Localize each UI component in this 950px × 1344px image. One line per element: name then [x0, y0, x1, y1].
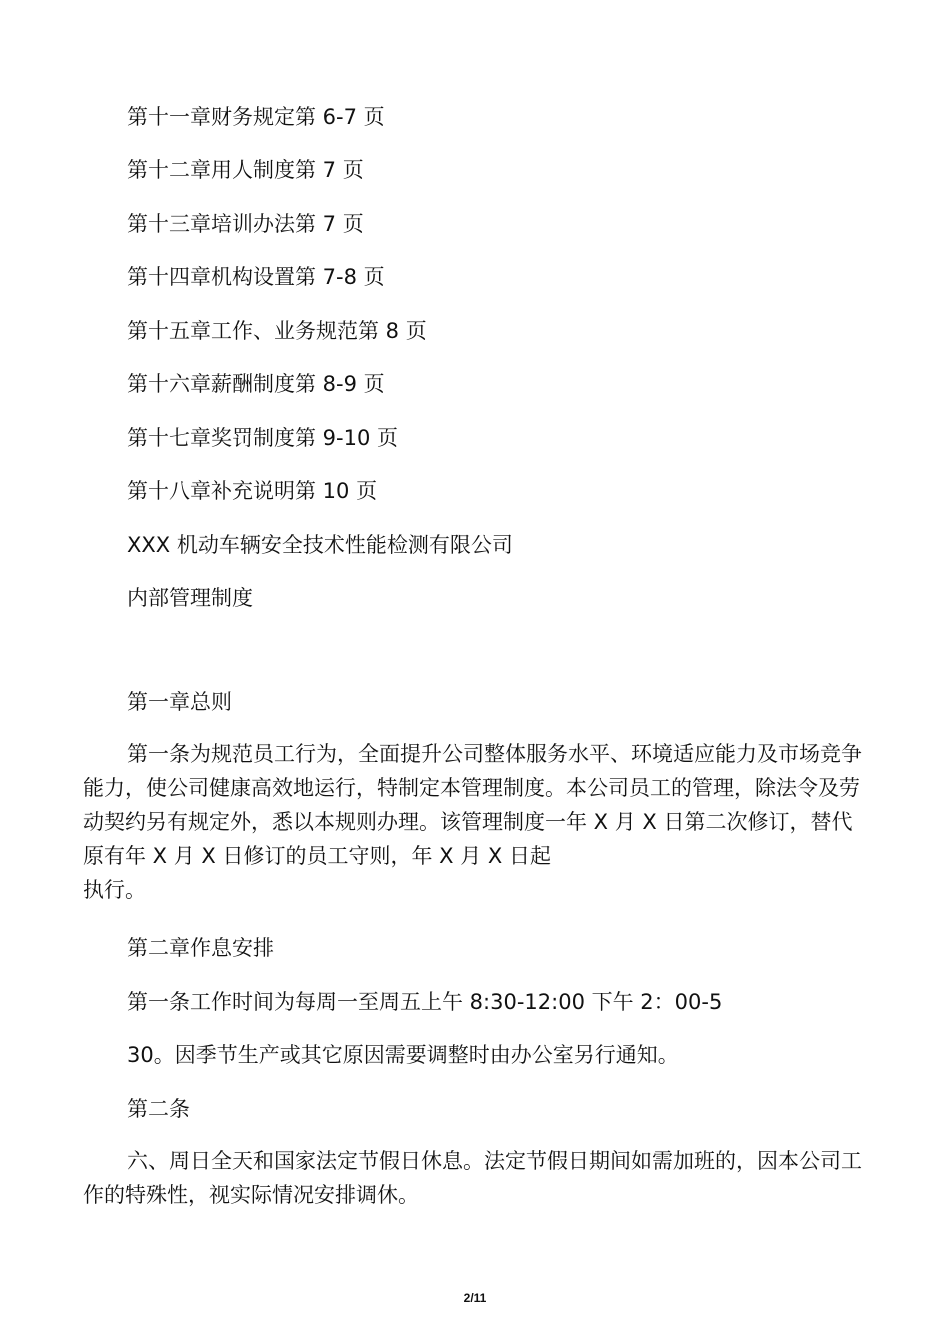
toc-entry-chapter-11: 第十一章财务规定第 6-7 页	[127, 105, 385, 129]
chapter-1-article-1-text: 第一条为规范员工行为，全面提升公司整体服务水平、环境适应能力及市场竞争能力，使公司健康高效地运行，特制定本管理制度。本公司员工的管理，除法令及劳动契约另有规定外，悉以本规则办理。该管理制度一年 X 月 X 日第二次修订，替代原有年 X 月 X 日修订的员工守则，年 X 月 X 日起	[83, 742, 862, 868]
chapter-2-heading: 第二章作息安排	[127, 936, 274, 960]
document-title: 内部管理制度	[127, 586, 253, 610]
chapter-1-heading: 第一章总则	[127, 690, 232, 714]
chapter-2-article-1-line-2: 30。因季节生产或其它原因需要调整时由办公室另行通知。	[127, 1043, 679, 1067]
toc-entry-chapter-18: 第十八章补充说明第 10 页	[127, 479, 378, 503]
toc-entry-chapter-14: 第十四章机构设置第 7-8 页	[127, 265, 385, 289]
toc-entry-chapter-12: 第十二章用人制度第 7 页	[127, 158, 364, 182]
toc-entry-chapter-15: 第十五章工作、业务规范第 8 页	[127, 319, 427, 343]
chapter-1-article-1	[83, 737, 873, 907]
page-number: 2/11	[463, 1291, 487, 1305]
chapter-2-item-6: 六、周日全天和国家法定节假日休息。法定节假日期间如需加班的，因本公司工作的特殊性，视实际情况安排调休。	[83, 1149, 862, 1207]
chapter-2-article-1-line-1: 第一条工作时间为每周一至周五上午 8:30-12:00 下午 2：00-5	[127, 990, 723, 1014]
toc-entry-chapter-16: 第十六章薪酬制度第 8-9 页	[127, 372, 385, 396]
toc-entry-chapter-17: 第十七章奖罚制度第 9-10 页	[127, 426, 399, 450]
chapter-1-article-1-tail: 执行。	[83, 878, 146, 902]
toc-entry-chapter-13: 第十三章培训办法第 7 页	[127, 212, 364, 236]
company-name: XXX 机动车辆安全技术性能检测有限公司	[127, 533, 513, 557]
chapter-2-article-2: 第二条	[127, 1097, 190, 1121]
